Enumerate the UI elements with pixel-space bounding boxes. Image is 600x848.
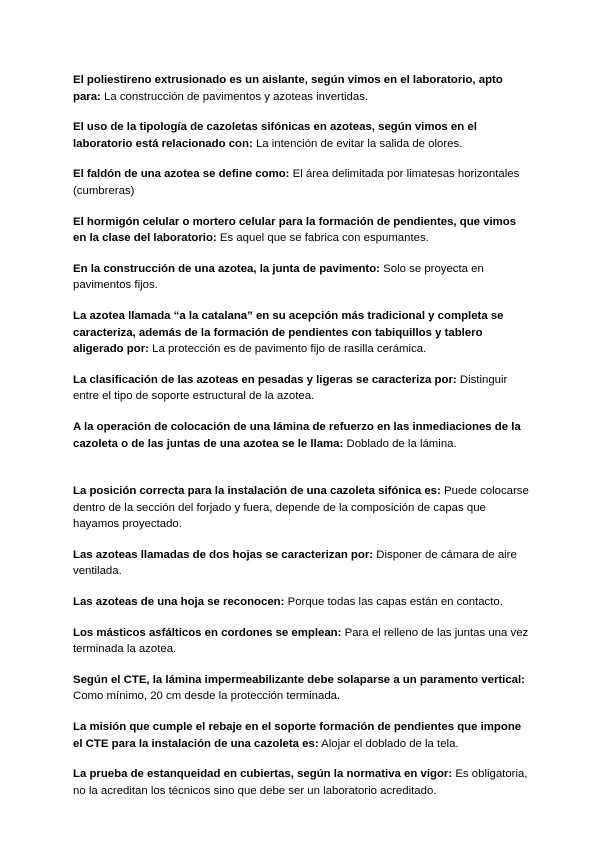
question-text: Las azoteas de una hoja se reconocen: <box>73 596 285 609</box>
question-text: Los másticos asfálticos en cordones se emplean: <box>73 626 342 639</box>
qa-item-15 <box>73 766 531 799</box>
answer-text: Solo se proyecta en pavimentos fijos. <box>73 262 484 292</box>
answer-text: Puede colocarse dentro de la sección del forjado y fuera, depende de la composición de capas que hayamos proyectado. <box>73 485 529 531</box>
qa-item-8 <box>73 419 531 452</box>
answer-text: La intención de evitar la salida de olores. <box>255 137 463 150</box>
question-text: El poliestireno extrusionado es un aislante, según vimos en el laboratorio, apto para: <box>73 74 503 103</box>
qa-item-6 <box>73 308 531 358</box>
answer-text: La construcción de pavimentos y azoteas invertidas. <box>104 90 369 103</box>
answer-text: El área delimitada por limatesas horizontales (cumbreras) <box>73 168 520 197</box>
question-list <box>73 72 531 799</box>
answer-text: Doblado de la lámina. <box>346 437 457 450</box>
qa-item-9 <box>73 483 531 533</box>
answer-text: Disponer de cámara de aire ventilada. <box>73 548 517 578</box>
question-text: El faldón de una azotea se define como: <box>73 168 290 181</box>
question-text: La misión que cumple el rebaje en el soporte formación de pendientes que impone el CTE para la instalación de una cazoleta es: <box>73 721 522 750</box>
question-text: La posición correcta para la instalación de una cazoleta sifónica es: <box>73 485 441 498</box>
answer-text: Porque todas las capas están en contacto. <box>287 596 503 609</box>
answer-text: Distinguir entre el tipo de soporte estructural de la azotea. <box>73 373 508 403</box>
question-text: Según el CTE, la lámina impermeabilizante debe solaparse a un paramento vertical: <box>73 673 525 686</box>
question-text: La azotea llamada “a la catalana” en su acepción más tradicional y completa se caracteriza, además de la formación de pendientes con tabiquillos y tablero aligerado por: <box>73 309 504 356</box>
answer-text: Es obligatoria, no la acreditan los técnicos sino que debe ser un laboratorio acreditado. <box>73 768 528 797</box>
question-text: Las azoteas llamadas de dos hojas se caracterizan por: <box>73 548 374 561</box>
qa-item-7 <box>73 372 531 405</box>
qa-item-11 <box>73 594 531 611</box>
answer-text: Alojar el doblado de la tela. <box>321 737 459 750</box>
qa-item-10 <box>73 547 531 580</box>
answer-text: Es aquel que se fabrica con espumantes. <box>219 232 429 245</box>
qa-item-4 <box>73 214 531 247</box>
question-text: En la construcción de una azotea, la junta de pavimento: <box>73 262 380 275</box>
question-text: La clasificación de las azoteas en pesadas y ligeras se caracteriza por: <box>73 373 457 386</box>
question-text: La prueba de estanqueidad en cubiertas, según la normativa en vigor: <box>73 768 453 781</box>
qa-item-1 <box>73 72 531 105</box>
answer-text: Para el relleno de las juntas una vez terminada la azotea. <box>73 626 529 656</box>
qa-item-2 <box>73 119 531 152</box>
qa-item-12 <box>73 625 531 658</box>
qa-item-14 <box>73 719 531 752</box>
question-text: A la operación de colocación de una lámina de refuerzo en las inmediaciones de la cazoleta o de las juntas de una azotea se le llama: <box>73 420 521 450</box>
answer-text: La protección es de pavimento fijo de rasilla cerámica. <box>152 343 427 356</box>
question-text: El uso de la tipología de cazoletas sifónicas en azoteas, según vimos en el laboratorio está relacionado con: <box>73 121 477 150</box>
qa-item-5 <box>73 261 531 294</box>
qa-item-3 <box>73 166 531 199</box>
qa-item-13 <box>73 672 531 705</box>
question-text: El hormigón celular o mortero celular para la formación de pendientes, que vimos en la clase del laboratorio: <box>73 215 517 245</box>
answer-text: Como mínimo, 20 cm desde la protección terminada. <box>73 690 341 703</box>
